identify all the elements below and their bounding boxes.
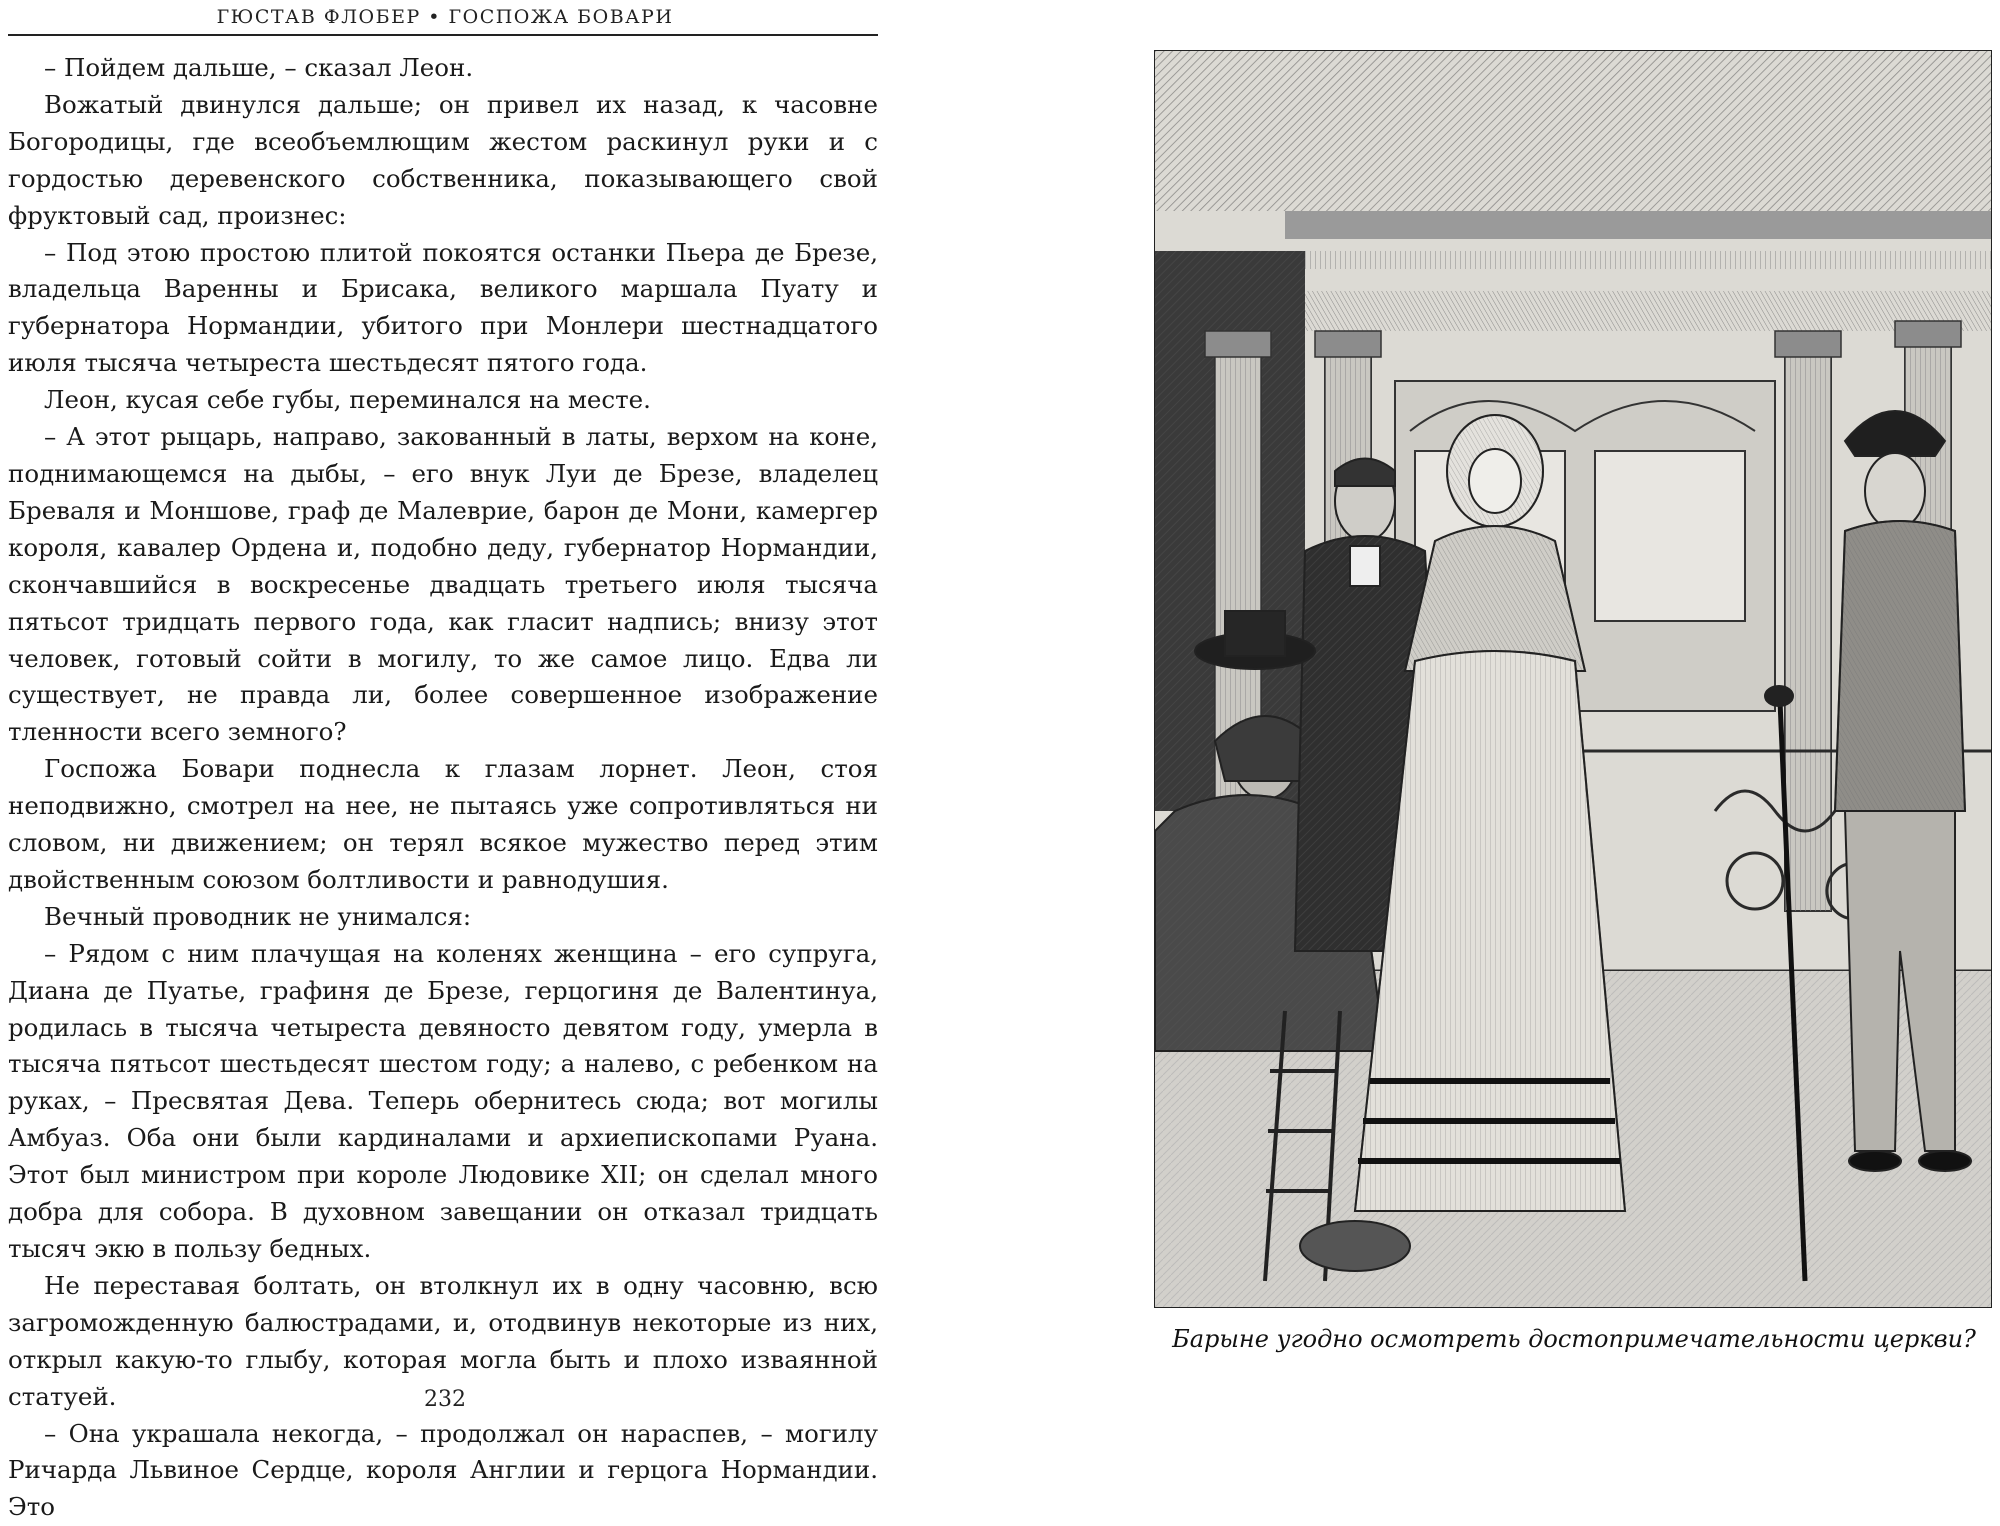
header-rule bbox=[8, 34, 878, 36]
paragraph: Госпожа Бовари поднесла к глазам лорнет. Леон, стоя неподвижно, смотрел на нее, не пытаясь уже сопротивляться ни словом, ни движением; он терял всякое мужество перед этим двойственным союзом болтливости и равнодушия. bbox=[8, 754, 878, 894]
paragraph: – Пойдем дальше, – сказал Леон. bbox=[44, 53, 474, 82]
figure-caption: Барыне угодно осмотреть достопримечательности церкви? bbox=[1172, 1325, 1976, 1353]
paragraph: – Под этою простою плитой покоятся останки Пьера де Брезе, владельца Варенны и Брисака, великого маршала Пуату и губернатора Нормандии, убитого при Монлери шестнадцатого июля тысяча четыреста шестьдесят пятого года. bbox=[8, 237, 878, 378]
paragraph: Не переставая болтать, он втолкнул их в одну часовню, всю загроможденную балюстрадами, и, отодвинув некоторые из них, открыл какую-то глыбу, которая могла быть и плохо изваянной статуей. bbox=[8, 1270, 878, 1411]
paragraph: – А этот рыцарь, направо, закованный в латы, верхом на коне, поднимающемся на дыбы, – его внук Луи де Брезе, владелец Бреваля и Моншове, граф де Малеврие, барон де Мони, камергер короля, кавалер Ордена и, подобно деду, губернатор Нормандии, скончавшийся в воскресенье двадцать третьего июля тысяча пятьсот тридцать первого года, как гласит надпись; внизу этот человек, готовый сойти в могилу, то же самое лицо. Едва ли существует, не правда ли, более совершенное изображение тленности всего земного? bbox=[8, 422, 878, 747]
running-head: ГЮСТАВ ФЛОБЕР • ГОСПОЖА БОВАРИ bbox=[216, 6, 674, 28]
frieze bbox=[1285, 251, 1991, 269]
paragraph: Леон, кусая себе губы, переминался на месте. bbox=[44, 385, 651, 415]
paragraph: Вечный проводник не унимался: bbox=[44, 901, 472, 931]
ornament-band bbox=[1285, 291, 1991, 331]
upper-relief bbox=[1155, 51, 1991, 211]
paragraph: – Рядом с ним плачущая на коленях женщина – его супруга, Диана де Пуатье, графиня де Брезе, герцогиня де Валентинуа, родилась в тысяча четыреста девяносто девятом году, умерла в тысяча пятьсот шестьдесят шестом году; а налево, с ребенком на руках, – Пресвятая Дева. Теперь обернитесь сюда; вот могилы Амбуаз. Оба они были кардиналами и архиепископами Руана. Этот был министром при короле Людовике XII; он сделал много добра для собора. В духовном завещании он отказал тридцать тысяч экю в пользу бедных. bbox=[8, 938, 878, 1263]
paragraph: Вожатый двинулся дальше; он привел их назад, к часовне Богородицы, где всеобъемлющим жестом раскинул руки и с гордостью деревенского собственника, показывающего свой фруктовый сад, произнес: bbox=[8, 89, 878, 230]
body-text bbox=[8, 50, 878, 1526]
right-page bbox=[1150, 50, 1998, 1360]
left-page bbox=[0, 0, 890, 1522]
basket bbox=[1300, 1221, 1410, 1271]
engraving-svg bbox=[1155, 51, 1991, 1307]
page-number: 232 bbox=[424, 1387, 466, 1412]
engraving-illustration bbox=[1154, 50, 1992, 1308]
cornice bbox=[1285, 211, 1991, 239]
paragraph: – Она украшала некогда, – продолжал он нараспев, – могилу Ричарда Львиное Сердце, короля Англии и герцога Нормандии. Это bbox=[8, 1418, 878, 1522]
